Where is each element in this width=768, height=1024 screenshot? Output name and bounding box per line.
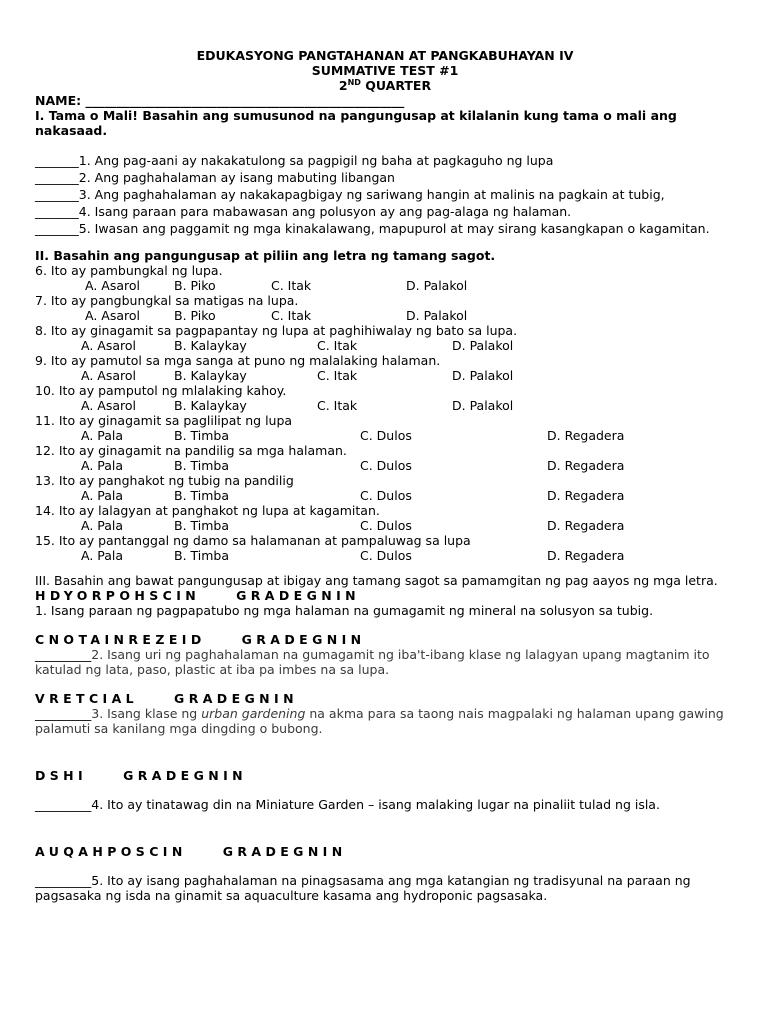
scrambled-word-2: GRADEGNIN <box>241 632 366 647</box>
item-sentence: 5. Ito ay isang paghahalaman na pinagsasama ang mga katangian ng tradisyunal na paraan ng pagsasaka ng isda na ginamit sa aquaculture kasama ang hydroponic pagsasaka. <box>35 873 691 903</box>
worksheet-page <box>35 48 735 903</box>
answer-options <box>35 488 735 503</box>
answer-options <box>35 368 735 383</box>
question-text: 7. Ito ay pangbungkal sa matigas na lupa. <box>35 293 299 308</box>
answer-option: A. Pala <box>81 518 124 533</box>
answer-blank: _________ <box>35 797 92 812</box>
list-item: _______3. Ang paghahalaman ay nakakapagbigay ng sariwang hangin at malinis na pagkain at tubig, <box>35 187 665 202</box>
answer-options <box>35 278 735 293</box>
answer-option: B. Kalaykay <box>174 338 247 353</box>
answer-option: C. Itak <box>317 338 358 353</box>
list-item: _______5. Iwasan ang paggamit ng mga kinakalawang, mapupurol at may sirang kasangkapan o kagamitan. <box>35 221 710 236</box>
scrambled-word-2: GRADEGNIN <box>174 691 298 706</box>
part1-instruction: I. Tama o Mali! Basahin ang sumusunod na pangungusap at kilalanin kung tama o mali ang nakasaad. <box>35 108 677 138</box>
answer-option: D. Regadera <box>547 518 625 533</box>
item-text <box>35 873 735 903</box>
item-sentence-end: na akma para sa taong nais magpalaki ng halaman upang gawing palamuti sa kanilang mga dingding o bubong. <box>35 706 724 736</box>
answer-options <box>35 428 735 443</box>
scrambled-word-1: AUQAHPOSCIN <box>35 844 187 859</box>
item-sentence: 4. Ito ay tinatawag din na Miniature Garden – isang malaking lugar na pinaliit tulad ng isla. <box>91 797 660 812</box>
answer-option: A. Pala <box>81 458 124 473</box>
answer-options <box>35 338 735 353</box>
answer-option: C. Itak <box>271 308 312 323</box>
list-item: _______2. Ang paghahalaman ay isang mabuting libangan <box>35 170 395 185</box>
item-sentence: 1. Isang paraan ng pagpapatubo ng mga halaman na gumagamit ng mineral na solusyon sa tubig. <box>35 603 654 618</box>
scrambled-word <box>35 768 735 783</box>
scrambled-word <box>35 844 735 859</box>
question-text: 12. Ito ay ginagamit na pandilig sa mga halaman. <box>35 443 347 458</box>
answer-option: D. Palakol <box>452 338 514 353</box>
item-sentence: 2. Isang uri ng paghahalaman na gumagamit ng iba't-ibang klase ng lalagyan upang magtanim ito katulad ng lata, paso, plastic at iba pa imbes na sa lupa. <box>35 647 710 677</box>
question-text: 13. Ito ay panghakot ng tubig na pandilig <box>35 473 294 488</box>
question-text: 11. Ito ay ginagamit sa paglilipat ng lupa <box>35 413 293 428</box>
answer-option: C. Dulos <box>360 488 412 503</box>
answer-options <box>35 308 735 323</box>
item-italic: urban gardening <box>201 706 306 721</box>
item-sentence: 3. Isang klase ng <box>91 706 202 721</box>
answer-option: D. Palakol <box>406 278 468 293</box>
quarter-title: 2ND QUARTER <box>338 77 432 93</box>
answer-option: C. Itak <box>317 368 358 383</box>
answer-option: C. Dulos <box>360 548 412 563</box>
scrambled-word-1: HDYORPOHSCIN <box>35 588 201 603</box>
answer-option: B. Timba <box>174 458 230 473</box>
answer-option: D. Palakol <box>452 398 514 413</box>
answer-options <box>35 518 735 533</box>
test-title: SUMMATIVE TEST #1 <box>311 63 459 78</box>
name-field: NAME: ___________________________________________________ <box>35 93 405 108</box>
answer-option: C. Dulos <box>360 458 412 473</box>
part3-instruction: III. Basahin ang bawat pangungusap at ibigay ang tamang sagot sa pamamgitan ng pag aayos ng mga letra. <box>35 573 718 588</box>
question-text: 6. Ito ay pambungkal ng lupa. <box>35 263 223 278</box>
answer-blank: _________ <box>35 706 92 721</box>
scrambled-word-2: GRADEGNIN <box>123 768 248 783</box>
question-text: 15. Ito ay pantanggal ng damo sa halamanan at pampaluwag sa lupa <box>35 533 471 548</box>
scrambled-word-1: VRETCIAL <box>35 691 139 706</box>
answer-option: B. Piko <box>174 278 216 293</box>
answer-option: A. Asarol <box>85 308 140 323</box>
scrambled-word <box>35 632 735 647</box>
answer-option: B. Timba <box>174 548 230 563</box>
answer-option: A. Asarol <box>81 338 136 353</box>
answer-options <box>35 458 735 473</box>
answer-option: B. Timba <box>174 488 230 503</box>
list-item: _______4. Isang paraan para mabawasan ang polusyon ay ang pag-alaga ng halaman. <box>35 204 572 219</box>
scrambled-word-2: GRADEGNIN <box>236 588 361 603</box>
question-text: 8. Ito ay ginagamit sa pagpapantay ng lupa at paghihiwalay ng bato sa lupa. <box>35 323 518 338</box>
part2-instruction: II. Basahin ang pangungusap at piliin ang letra ng tamang sagot. <box>35 248 496 263</box>
answer-option: C. Itak <box>317 398 358 413</box>
answer-option: A. Asarol <box>81 398 136 413</box>
scrambled-word-1: CNOTAINREZEID <box>35 632 206 647</box>
answer-blank: _________ <box>35 647 92 662</box>
document-title: EDUKASYONG PANGTAHANAN AT PANGKABUHAYAN IV <box>196 48 574 63</box>
answer-option: D. Regadera <box>547 428 625 443</box>
answer-option: A. Asarol <box>85 278 140 293</box>
part3-items <box>35 588 735 903</box>
answer-option: B. Kalaykay <box>174 398 247 413</box>
question-text: 14. Ito ay lalagyan at panghakot ng lupa at kagamitan. <box>35 503 380 518</box>
scrambled-word <box>35 588 735 603</box>
answer-option: A. Pala <box>81 488 124 503</box>
answer-option: A. Pala <box>81 548 124 563</box>
answer-options <box>35 548 735 563</box>
item-text <box>35 706 735 736</box>
scrambled-word-2: GRADEGNIN <box>222 844 347 859</box>
answer-option: B. Piko <box>174 308 216 323</box>
answer-option: B. Timba <box>174 518 230 533</box>
answer-blank: _________ <box>35 873 92 888</box>
part1-items <box>35 153 735 238</box>
answer-option: B. Kalaykay <box>174 368 247 383</box>
answer-option: D. Regadera <box>547 548 625 563</box>
answer-option: C. Dulos <box>360 428 412 443</box>
answer-option: A. Asarol <box>81 368 136 383</box>
answer-option: D. Regadera <box>547 458 625 473</box>
answer-option: C. Itak <box>271 278 312 293</box>
answer-options <box>35 398 735 413</box>
answer-option: D. Palakol <box>452 368 514 383</box>
answer-option: D. Regadera <box>547 488 625 503</box>
answer-option: D. Palakol <box>406 308 468 323</box>
answer-option: C. Dulos <box>360 518 412 533</box>
item-text <box>35 603 735 618</box>
list-item: _______1. Ang pag-aani ay nakakatulong sa pagpigil ng baha at pagkaguho ng lupa <box>35 153 554 168</box>
answer-option: B. Timba <box>174 428 230 443</box>
scrambled-word <box>35 691 735 706</box>
scrambled-word-1: DSHI <box>35 768 88 783</box>
item-text <box>35 647 735 677</box>
question-text: 10. Ito ay pamputol ng mlalaking kahoy. <box>35 383 287 398</box>
answer-option: A. Pala <box>81 428 124 443</box>
item-text <box>35 797 735 812</box>
part2-questions <box>35 263 735 563</box>
question-text: 9. Ito ay pamutol sa mga sanga at puno ng malalaking halaman. <box>35 353 441 368</box>
